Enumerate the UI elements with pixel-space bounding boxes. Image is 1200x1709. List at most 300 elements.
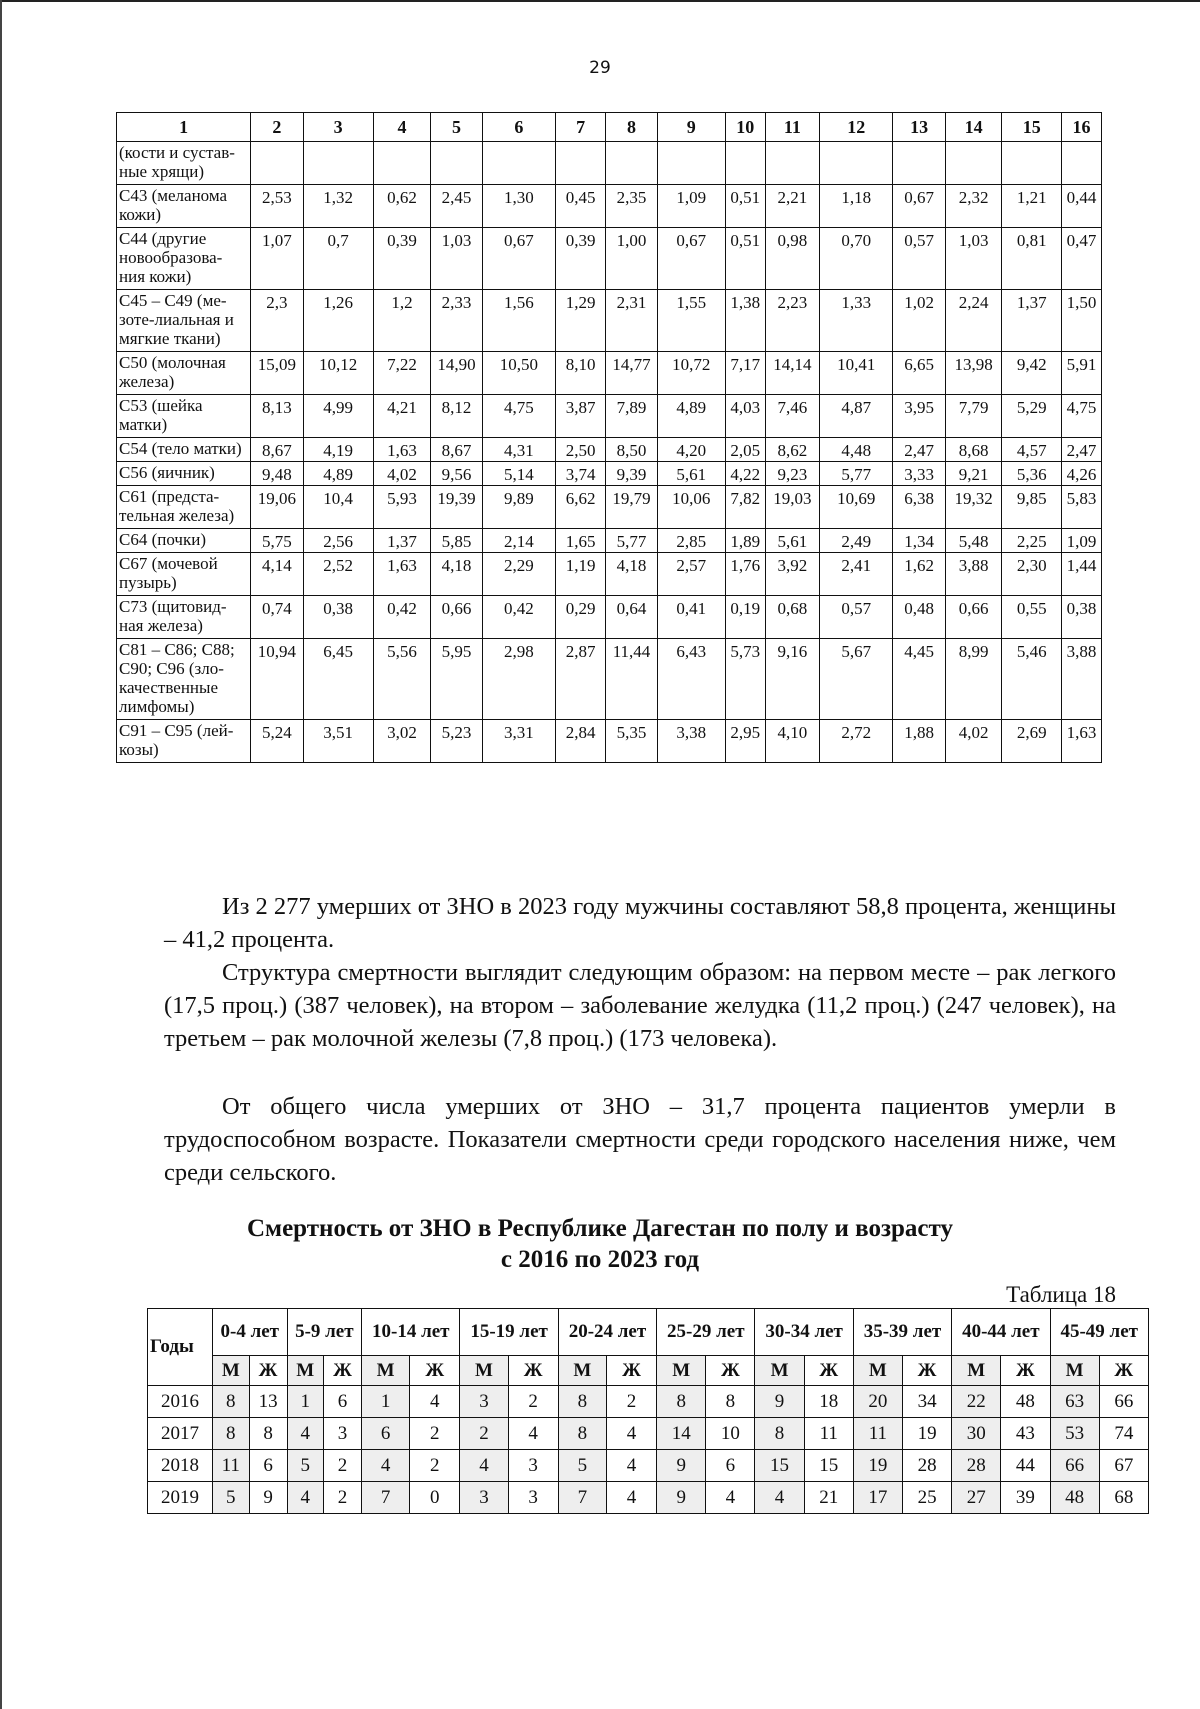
male-count-cell: 20 [853,1386,902,1418]
table-cell: 19,79 [606,486,657,529]
table-cell: 2,85 [657,529,725,553]
table-row [117,462,1102,486]
table-cell: 1,03 [431,228,482,290]
table-cell: 2,29 [482,553,555,596]
table-cell [606,142,657,185]
male-count-cell: 14 [657,1418,706,1450]
table-cell: 1,29 [556,290,606,352]
table-cell: 9,23 [765,462,819,486]
female-header: Ж [902,1356,951,1386]
row-label: С91 – С95 (лей-козы) [117,720,251,763]
female-count-cell: 10 [706,1418,755,1450]
table-cell: 9,39 [606,462,657,486]
column-header-8: 8 [606,113,657,142]
table-cell: 0,42 [482,596,555,639]
table-cell: 2,05 [725,438,765,462]
table-cell: 1,07 [251,228,303,290]
table-cell: 8,10 [556,352,606,395]
table-cell: 1,63 [373,438,431,462]
row-label: С64 (почки) [117,529,251,553]
age-group-header: 10-14 лет [362,1309,460,1356]
table-cell: 1,00 [606,228,657,290]
table-cell: 5,46 [1002,639,1062,720]
row-label: С73 (щитовид-ная железа) [117,596,251,639]
table-cell [765,142,819,185]
column-header-4: 4 [373,113,431,142]
table-cell: 0,44 [1062,185,1102,228]
table-cell: 15,09 [251,352,303,395]
table-cell: 4,03 [725,395,765,438]
table-cell: 10,72 [657,352,725,395]
table-cell: 9,16 [765,639,819,720]
table-row [148,1386,1149,1418]
table-cell: 3,31 [482,720,555,763]
table-cell: 5,67 [820,639,893,720]
table-cell: 0,45 [556,185,606,228]
table-cell: 3,74 [556,462,606,486]
mortality-by-age-table [147,1308,1149,1514]
table-cell: 4,22 [725,462,765,486]
table-row [117,486,1102,529]
row-label: С50 (молочная железа) [117,352,251,395]
table-cell: 2,23 [765,290,819,352]
table-cell: 4,18 [606,553,657,596]
table-cell: 6,65 [893,352,945,395]
table-cell: 0,41 [657,596,725,639]
table-cell: 7,79 [945,395,1002,438]
female-header: Ж [706,1356,755,1386]
table-row [117,228,1102,290]
table-cell: 1,02 [893,290,945,352]
male-count-cell: 6 [362,1418,410,1450]
table-cell: 8,50 [606,438,657,462]
table-cell: 3,87 [556,395,606,438]
page-edge-top [0,0,1200,2]
table-cell: 5,91 [1062,352,1102,395]
table-cell: 1,50 [1062,290,1102,352]
row-label: С44 (другие новообразова-ния кожи) [117,228,251,290]
male-count-cell: 11 [213,1450,250,1482]
male-count-cell: 4 [287,1482,323,1514]
table-cell: 1,44 [1062,553,1102,596]
table-row [117,529,1102,553]
male-count-cell: 27 [952,1482,1001,1514]
table-cell: 2,84 [556,720,606,763]
male-count-cell: 22 [952,1386,1001,1418]
table-cell: 1,56 [482,290,555,352]
table-cell: 0,51 [725,228,765,290]
table-cell [373,142,431,185]
male-header: М [287,1356,323,1386]
table-cell: 2,56 [303,529,373,553]
male-count-cell: 66 [1050,1450,1099,1482]
table-cell: 2,24 [945,290,1002,352]
table-cell: 0,38 [1062,596,1102,639]
female-count-cell: 4 [706,1482,755,1514]
age-group-header: 0-4 лет [213,1309,288,1356]
table-cell: 1,19 [556,553,606,596]
table-cell: 11,44 [606,639,657,720]
male-count-cell: 8 [213,1386,250,1418]
table-cell: 1,37 [373,529,431,553]
row-label: С61 (предста-тельная железа) [117,486,251,529]
table-cell: 5,61 [765,529,819,553]
table-cell: 8,62 [765,438,819,462]
table-cell: 1,62 [893,553,945,596]
paragraph-text: Из 2 277 умерших от ЗНО в 2023 году мужчины составляют 58,8 процента, женщины – 41,2 процента. [164,893,1116,953]
female-header: Ж [249,1356,287,1386]
female-count-cell: 4 [606,1450,656,1482]
table-cell: 5,93 [373,486,431,529]
header-row [117,113,1102,142]
table-cell: 3,02 [373,720,431,763]
table-cell: 2,35 [606,185,657,228]
female-count-cell: 21 [804,1482,853,1514]
table-cell: 5,14 [482,462,555,486]
age-group-header: 25-29 лет [657,1309,755,1356]
table-cell: 4,02 [945,720,1002,763]
table-cell: 8,67 [431,438,482,462]
table-cell [303,142,373,185]
male-count-cell: 8 [755,1418,804,1450]
table-cell: 5,77 [820,462,893,486]
paragraph-text: Структура смертности выглядит следующим образом: на первом месте – рак легкого (17,5 проц.) (387 человек), на втором – заболевание желудка (11,2 проц.) (247 человек), на третьем – рак молочной железы (7,8 проц.) (173 человека). [164,959,1116,1052]
table-cell: 2,41 [820,553,893,596]
male-count-cell: 9 [657,1450,706,1482]
column-header-12: 12 [820,113,893,142]
page-number: 29 [589,58,611,78]
female-header: Ж [1099,1356,1148,1386]
age-group-header: 35-39 лет [853,1309,951,1356]
table-cell: 4,87 [820,395,893,438]
female-count-cell: 28 [902,1450,951,1482]
heading-line-2: с 2016 по 2023 год [500,1246,700,1273]
column-header-7: 7 [556,113,606,142]
female-count-cell: 15 [804,1450,853,1482]
year-cell: 2016 [148,1386,213,1418]
female-header: Ж [323,1356,361,1386]
cancer-rates-table [116,112,1102,763]
female-count-cell: 2 [323,1450,361,1482]
table-cell: 10,69 [820,486,893,529]
table-cell: 0,47 [1062,228,1102,290]
table-cell: 2,95 [725,720,765,763]
table-cell: 1,32 [303,185,373,228]
table-cell: 0,48 [893,596,945,639]
table-cell [893,142,945,185]
row-label: С54 (тело матки) [117,438,251,462]
table-cell [1062,142,1102,185]
column-header-9: 9 [657,113,725,142]
table-cell: 2,3 [251,290,303,352]
table-cell: 4,89 [657,395,725,438]
table-cell: 7,82 [725,486,765,529]
table-cell: 0,68 [765,596,819,639]
male-header: М [213,1356,250,1386]
male-count-cell: 30 [952,1418,1001,1450]
column-header-15: 15 [1002,113,1062,142]
table-cell: 2,47 [1062,438,1102,462]
table-cell: 4,75 [1062,395,1102,438]
table-cell: 0,81 [1002,228,1062,290]
table-cell: 3,33 [893,462,945,486]
table-row [148,1450,1149,1482]
table-cell: 7,46 [765,395,819,438]
table-cell: 19,39 [431,486,482,529]
table-cell: 9,48 [251,462,303,486]
table-cell: 10,41 [820,352,893,395]
table-row [117,352,1102,395]
table-cell: 2,53 [251,185,303,228]
table-cell: 4,48 [820,438,893,462]
male-count-cell: 9 [657,1482,706,1514]
female-count-cell: 4 [508,1418,558,1450]
year-cell: 2017 [148,1418,213,1450]
table-cell: 4,02 [373,462,431,486]
table-cell: 0,67 [482,228,555,290]
table-cell: 0,55 [1002,596,1062,639]
male-header: М [558,1356,606,1386]
table-cell: 1,88 [893,720,945,763]
male-count-cell: 8 [558,1386,606,1418]
male-count-cell: 2 [460,1418,508,1450]
table-cell: 5,23 [431,720,482,763]
table-cell: 0,67 [657,228,725,290]
table-row [117,639,1102,720]
table-cell: 0,7 [303,228,373,290]
table-cell: 3,88 [945,553,1002,596]
table-cell: 0,29 [556,596,606,639]
column-header-2: 2 [251,113,303,142]
table-cell: 2,21 [765,185,819,228]
table-cell: 2,69 [1002,720,1062,763]
table-cell: 2,31 [606,290,657,352]
table-cell: 1,65 [556,529,606,553]
table-cell: 5,36 [1002,462,1062,486]
table-cell: 0,38 [303,596,373,639]
male-count-cell: 4 [287,1418,323,1450]
female-count-cell: 34 [902,1386,951,1418]
female-count-cell: 4 [410,1386,460,1418]
table-cell: 0,98 [765,228,819,290]
table-row [117,142,1102,185]
column-header-16: 16 [1062,113,1102,142]
table-cell: 10,06 [657,486,725,529]
male-count-cell: 4 [362,1450,410,1482]
paragraph-2 [164,956,1116,1055]
table-cell: 6,43 [657,639,725,720]
age-group-header: 5-9 лет [287,1309,362,1356]
table-row [117,438,1102,462]
table-cell: 4,45 [893,639,945,720]
female-count-cell: 8 [706,1386,755,1418]
female-count-cell: 48 [1001,1386,1050,1418]
female-count-cell: 44 [1001,1450,1050,1482]
table-cell: 0,42 [373,596,431,639]
female-count-cell: 6 [706,1450,755,1482]
table-cell [657,142,725,185]
table-cell: 4,19 [303,438,373,462]
male-count-cell: 9 [755,1386,804,1418]
table-cell: 0,70 [820,228,893,290]
table-cell [1002,142,1062,185]
table-cell: 0,66 [431,596,482,639]
table-cell: 19,32 [945,486,1002,529]
female-header: Ж [804,1356,853,1386]
female-count-cell: 6 [323,1386,361,1418]
female-count-cell: 9 [249,1482,287,1514]
table-cell: 4,21 [373,395,431,438]
table-cell: 2,52 [303,553,373,596]
table-cell [482,142,555,185]
table-cell: 2,45 [431,185,482,228]
male-count-cell: 19 [853,1450,902,1482]
section-heading [0,1213,1200,1275]
table-cell: 10,4 [303,486,373,529]
male-header: М [657,1356,706,1386]
table-cell: 5,85 [431,529,482,553]
male-count-cell: 8 [657,1386,706,1418]
table-cell: 1,89 [725,529,765,553]
female-header: Ж [508,1356,558,1386]
female-count-cell: 11 [804,1418,853,1450]
years-header: Годы [148,1309,213,1386]
table-cell: 4,10 [765,720,819,763]
female-header: Ж [1001,1356,1050,1386]
female-count-cell: 13 [249,1386,287,1418]
table-cell: 3,38 [657,720,725,763]
female-count-cell: 2 [508,1386,558,1418]
table-cell [556,142,606,185]
table-cell: 2,25 [1002,529,1062,553]
table-cell [251,142,303,185]
table-cell: 0,57 [820,596,893,639]
table-cell: 9,85 [1002,486,1062,529]
female-count-cell: 68 [1099,1482,1148,1514]
male-count-cell: 28 [952,1450,1001,1482]
paragraph-3 [164,1090,1116,1189]
row-label: С56 (яичник) [117,462,251,486]
table-cell: 7,22 [373,352,431,395]
table-cell: 1,34 [893,529,945,553]
table-cell: 1,55 [657,290,725,352]
table-cell [820,142,893,185]
table-cell: 4,26 [1062,462,1102,486]
female-header: Ж [410,1356,460,1386]
table-cell: 1,26 [303,290,373,352]
year-cell: 2018 [148,1450,213,1482]
table-cell: 1,33 [820,290,893,352]
row-label: С53 (шейка матки) [117,395,251,438]
table-cell: 4,75 [482,395,555,438]
table-cell: 3,51 [303,720,373,763]
male-count-cell: 63 [1050,1386,1099,1418]
table-cell: 0,57 [893,228,945,290]
table-cell: 5,75 [251,529,303,553]
female-count-cell: 67 [1099,1450,1148,1482]
male-count-cell: 17 [853,1482,902,1514]
table-cell: 9,89 [482,486,555,529]
table-cell: 1,76 [725,553,765,596]
male-count-cell: 15 [755,1450,804,1482]
table-cell: 8,99 [945,639,1002,720]
column-header-11: 11 [765,113,819,142]
year-cell: 2019 [148,1482,213,1514]
table-cell: 1,18 [820,185,893,228]
table-cell: 8,67 [251,438,303,462]
age-group-header: 30-34 лет [755,1309,853,1356]
column-header-6: 6 [482,113,555,142]
paragraph-1 [164,890,1116,956]
female-count-cell: 43 [1001,1418,1050,1450]
column-header-14: 14 [945,113,1002,142]
age-group-header: 45-49 лет [1050,1309,1149,1356]
table-cell: 4,99 [303,395,373,438]
table-cell [725,142,765,185]
female-count-cell: 18 [804,1386,853,1418]
column-header-13: 13 [893,113,945,142]
table-cell: 3,95 [893,395,945,438]
table-cell: 1,2 [373,290,431,352]
table-cell: 5,83 [1062,486,1102,529]
female-count-cell: 2 [410,1450,460,1482]
male-count-cell: 7 [362,1482,410,1514]
female-count-cell: 3 [508,1482,558,1514]
female-count-cell: 6 [249,1450,287,1482]
table-cell: 9,42 [1002,352,1062,395]
female-count-cell: 19 [902,1418,951,1450]
table-cell: 19,03 [765,486,819,529]
column-header-5: 5 [431,113,482,142]
table-cell: 6,38 [893,486,945,529]
female-count-cell: 25 [902,1482,951,1514]
table-cell: 8,68 [945,438,1002,462]
table-row [148,1418,1149,1450]
table-cell: 9,21 [945,462,1002,486]
table-cell: 5,35 [606,720,657,763]
female-count-cell: 4 [606,1418,656,1450]
table-row [117,596,1102,639]
row-label: С45 – С49 (ме-зоте-лиальная и мягкие ткани) [117,290,251,352]
table-cell: 0,39 [556,228,606,290]
age-group-header: 40-44 лет [952,1309,1050,1356]
table-cell [945,142,1002,185]
table-cell: 0,64 [606,596,657,639]
male-count-cell: 4 [460,1450,508,1482]
table-cell: 5,29 [1002,395,1062,438]
table-cell: 9,56 [431,462,482,486]
table-cell: 1,03 [945,228,1002,290]
table-cell: 8,12 [431,395,482,438]
table-cell: 1,09 [657,185,725,228]
table-cell: 2,98 [482,639,555,720]
table-cell: 5,73 [725,639,765,720]
table-cell: 0,74 [251,596,303,639]
male-count-cell: 8 [558,1418,606,1450]
table-cell: 7,17 [725,352,765,395]
table-cell: 2,72 [820,720,893,763]
table-cell: 1,63 [1062,720,1102,763]
column-header-3: 3 [303,113,373,142]
female-count-cell: 2 [323,1482,361,1514]
male-count-cell: 1 [362,1386,410,1418]
female-count-cell: 2 [606,1386,656,1418]
table-cell: 2,57 [657,553,725,596]
table-cell: 2,49 [820,529,893,553]
table-cell [431,142,482,185]
female-count-cell: 4 [606,1482,656,1514]
paragraph-text: От общего числа умерших от ЗНО – 31,7 процента пациентов умерли в трудоспособном возрасте. Показатели смертности среди городского населения ниже, чем среди сельского. [164,1093,1116,1186]
